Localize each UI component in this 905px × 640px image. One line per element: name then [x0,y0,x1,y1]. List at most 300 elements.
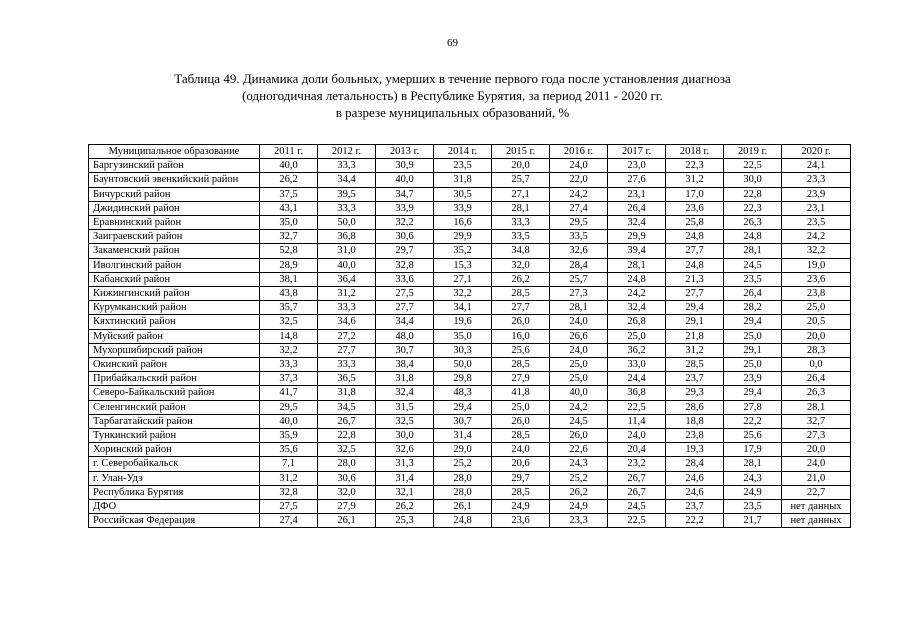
value-cell: 23,6 [492,514,550,528]
value-cell: 30,9 [376,159,434,173]
value-cell: 25,2 [434,457,492,471]
value-cell: 41,8 [492,386,550,400]
value-cell: 21,8 [666,329,724,343]
value-cell: 27,9 [492,372,550,386]
value-cell: 32,6 [376,443,434,457]
value-cell: 25,7 [550,272,608,286]
value-cell: 31,8 [434,173,492,187]
value-cell: 28,0 [434,471,492,485]
table-row [89,187,851,201]
header-year: 2016 г. [550,145,608,159]
value-cell: 26,1 [318,514,376,528]
value-cell: 33,5 [492,230,550,244]
value-cell: 14,8 [260,329,318,343]
value-cell: 26,2 [550,485,608,499]
value-cell: 28,4 [666,457,724,471]
value-cell: 23,3 [782,173,851,187]
value-cell: 22,5 [724,159,782,173]
municipality-name: Хоринский район [89,443,260,457]
value-cell: 32,2 [376,216,434,230]
value-cell: 33,3 [318,159,376,173]
value-cell: 24,6 [666,471,724,485]
value-cell: 32,2 [260,343,318,357]
value-cell: 27,7 [318,343,376,357]
table-title-line-1: Таблица 49. Динамика доли больных, умерших в течение первого года после установления диагноза [174,71,731,86]
table-row [89,414,851,428]
value-cell: 23,5 [782,216,851,230]
value-cell: 27,3 [550,287,608,301]
value-cell: нет данных [782,514,851,528]
value-cell: 24,2 [550,187,608,201]
value-cell: 35,2 [434,244,492,258]
value-cell: 33,3 [318,201,376,215]
value-cell: 22,3 [666,159,724,173]
value-cell: 26,0 [492,414,550,428]
value-cell: 28,5 [492,358,550,372]
value-cell: 30,6 [318,471,376,485]
value-cell: 24,5 [550,414,608,428]
value-cell: 19,0 [782,258,851,272]
value-cell: 29,3 [666,386,724,400]
value-cell: 33,3 [492,216,550,230]
table-title-line-2: (одногодичная летальность) в Республике Бурятия, за период 2011 - 2020 гг. [242,88,663,103]
value-cell: 29,1 [724,343,782,357]
header-year: 2020 г. [782,145,851,159]
value-cell: 23,6 [666,201,724,215]
value-cell: 25,8 [666,216,724,230]
value-cell: 26,0 [492,315,550,329]
value-cell: 33,9 [434,201,492,215]
value-cell: 27,4 [260,514,318,528]
value-cell: 40,0 [260,159,318,173]
municipality-name: г. Северобайкальск [89,457,260,471]
header-year: 2019 г. [724,145,782,159]
value-cell: 24,0 [782,457,851,471]
value-cell: 40,0 [318,258,376,272]
value-cell: 24,6 [666,485,724,499]
value-cell: 40,0 [376,173,434,187]
value-cell: 27,1 [434,272,492,286]
value-cell: 40,0 [260,414,318,428]
value-cell: 24,5 [724,258,782,272]
value-cell: 24,3 [550,457,608,471]
header-year: 2017 г. [608,145,666,159]
value-cell: 29,5 [260,400,318,414]
value-cell: 27,3 [782,429,851,443]
value-cell: 26,7 [608,471,666,485]
value-cell: 30,6 [376,230,434,244]
value-cell: 28,1 [550,301,608,315]
table-row [89,386,851,400]
value-cell: 20,0 [492,159,550,173]
value-cell: 22,2 [666,514,724,528]
value-cell: 20,6 [492,457,550,471]
value-cell: 30,5 [434,187,492,201]
municipality-name: Баунтовский эвенкийский район [89,173,260,187]
value-cell: 30,3 [434,343,492,357]
municipality-name: Заиграевский район [89,230,260,244]
value-cell: 34,4 [376,315,434,329]
value-cell: 27,2 [318,329,376,343]
value-cell: нет данных [782,500,851,514]
table-row [89,485,851,499]
table-row [89,159,851,173]
value-cell: 28,1 [782,400,851,414]
value-cell: 36,4 [318,272,376,286]
municipality-name: Кабанский район [89,272,260,286]
value-cell: 25,0 [724,329,782,343]
municipality-name: Муйский район [89,329,260,343]
value-cell: 52,8 [260,244,318,258]
value-cell: 24,0 [550,343,608,357]
value-cell: 50,0 [318,216,376,230]
value-cell: 25,7 [492,173,550,187]
value-cell: 30,0 [724,173,782,187]
value-cell: 26,8 [608,315,666,329]
value-cell: 29,1 [666,315,724,329]
value-cell: 32,6 [550,244,608,258]
value-cell: 26,7 [608,485,666,499]
value-cell: 36,5 [318,372,376,386]
value-cell: 24,0 [550,315,608,329]
value-cell: 27,4 [550,201,608,215]
table-row [89,272,851,286]
municipality-name: Северо-Байкальский район [89,386,260,400]
header-year: 2015 г. [492,145,550,159]
value-cell: 20,5 [782,315,851,329]
value-cell: 32,4 [608,301,666,315]
value-cell: 29,4 [724,315,782,329]
value-cell: 24,4 [608,372,666,386]
value-cell: 21,0 [782,471,851,485]
value-cell: 33,9 [376,201,434,215]
value-cell: 11,4 [608,414,666,428]
value-cell: 23,9 [724,372,782,386]
value-cell: 37,3 [260,372,318,386]
value-cell: 26,2 [376,500,434,514]
value-cell: 31,2 [666,173,724,187]
value-cell: 29,5 [550,216,608,230]
municipality-name: Тункинский район [89,429,260,443]
value-cell: 32,4 [376,386,434,400]
mortality-table [88,144,851,528]
value-cell: 16,6 [434,216,492,230]
table-row [89,173,851,187]
value-cell: 35,6 [260,443,318,457]
value-cell: 0,0 [782,358,851,372]
value-cell: 20,0 [782,329,851,343]
value-cell: 24,0 [550,159,608,173]
value-cell: 29,9 [608,230,666,244]
value-cell: 24,0 [492,443,550,457]
municipality-name: Кижингинский район [89,287,260,301]
value-cell: 23,5 [724,272,782,286]
value-cell: 26,1 [434,500,492,514]
value-cell: 25,6 [724,429,782,443]
header-year: 2014 г. [434,145,492,159]
value-cell: 30,7 [376,343,434,357]
value-cell: 31,2 [318,287,376,301]
value-cell: 31,2 [666,343,724,357]
value-cell: 34,8 [492,244,550,258]
value-cell: 32,7 [782,414,851,428]
value-cell: 19,3 [666,443,724,457]
value-cell: 27,5 [260,500,318,514]
municipality-name: Бичурский район [89,187,260,201]
value-cell: 31,8 [376,372,434,386]
value-cell: 43,8 [260,287,318,301]
value-cell: 17,0 [666,187,724,201]
value-cell: 26,3 [724,216,782,230]
value-cell: 36,8 [318,230,376,244]
value-cell: 28,3 [782,343,851,357]
value-cell: 28,6 [666,400,724,414]
table-row [89,216,851,230]
value-cell: 26,3 [782,386,851,400]
table-row [89,443,851,457]
value-cell: 34,1 [434,301,492,315]
value-cell: 34,7 [376,187,434,201]
value-cell: 21,7 [724,514,782,528]
value-cell: 48,0 [376,329,434,343]
value-cell: 22,3 [724,201,782,215]
value-cell: 24,3 [724,471,782,485]
value-cell: 16,0 [492,329,550,343]
value-cell: 25,6 [492,343,550,357]
value-cell: 33,3 [260,358,318,372]
value-cell: 27,8 [724,400,782,414]
value-cell: 33,3 [318,358,376,372]
value-cell: 25,0 [492,400,550,414]
value-cell: 25,0 [608,329,666,343]
municipality-name: Баргузинский район [89,159,260,173]
table-row [89,343,851,357]
value-cell: 27,9 [318,500,376,514]
table-row [89,358,851,372]
value-cell: 31,0 [318,244,376,258]
value-cell: 33,0 [608,358,666,372]
municipality-name: Закаменский район [89,244,260,258]
table-row [89,471,851,485]
municipality-name: г. Улан-Удэ [89,471,260,485]
municipality-name: Мухоршибирский район [89,343,260,357]
value-cell: 35,0 [434,329,492,343]
value-cell: 26,0 [550,429,608,443]
table-row [89,287,851,301]
table-row [89,429,851,443]
value-cell: 25,0 [724,358,782,372]
value-cell: 25,0 [550,372,608,386]
value-cell: 32,5 [376,414,434,428]
value-cell: 32,8 [260,485,318,499]
value-cell: 31,4 [376,471,434,485]
value-cell: 24,2 [782,230,851,244]
table-title-line-3: в разрезе муниципальных образований, % [335,105,570,120]
value-cell: 34,5 [318,400,376,414]
municipality-name: Селенгинский район [89,400,260,414]
value-cell: 24,8 [666,230,724,244]
value-cell: 15,3 [434,258,492,272]
value-cell: 25,2 [550,471,608,485]
value-cell: 22,5 [608,514,666,528]
value-cell: 25,3 [376,514,434,528]
municipality-name: Еравнинский район [89,216,260,230]
header-year: 2012 г. [318,145,376,159]
value-cell: 23,7 [666,372,724,386]
table-title [0,70,905,121]
value-cell: 41,7 [260,386,318,400]
value-cell: 32,8 [376,258,434,272]
value-cell: 26,2 [260,173,318,187]
value-cell: 31,4 [434,429,492,443]
value-cell: 32,0 [318,485,376,499]
value-cell: 43,1 [260,201,318,215]
value-cell: 23,6 [782,272,851,286]
value-cell: 33,5 [550,230,608,244]
value-cell: 23,2 [608,457,666,471]
table-row [89,514,851,528]
value-cell: 32,7 [260,230,318,244]
header-year: 2018 г. [666,145,724,159]
value-cell: 24,2 [550,400,608,414]
header-municipality: Муниципальное образование [89,145,260,159]
value-cell: 31,8 [318,386,376,400]
table-row [89,457,851,471]
value-cell: 27,7 [492,301,550,315]
value-cell: 31,2 [260,471,318,485]
value-cell: 24,9 [492,500,550,514]
value-cell: 27,5 [376,287,434,301]
value-cell: 28,1 [724,457,782,471]
value-cell: 24,9 [550,500,608,514]
value-cell: 19,6 [434,315,492,329]
value-cell: 30,7 [434,414,492,428]
table-row [89,315,851,329]
value-cell: 38,4 [376,358,434,372]
value-cell: 22,7 [782,485,851,499]
value-cell: 29,4 [724,386,782,400]
value-cell: 32,5 [260,315,318,329]
municipality-name: Российская Федерация [89,514,260,528]
table-row [89,500,851,514]
municipality-name: Окинский район [89,358,260,372]
value-cell: 28,5 [492,429,550,443]
value-cell: 32,0 [492,258,550,272]
table-row [89,301,851,315]
value-cell: 23,9 [782,187,851,201]
table-header-row [89,145,851,159]
value-cell: 32,2 [782,244,851,258]
table-row [89,244,851,258]
municipality-name: Джидинский район [89,201,260,215]
value-cell: 48,3 [434,386,492,400]
value-cell: 22,8 [724,187,782,201]
value-cell: 22,6 [550,443,608,457]
value-cell: 27,6 [608,173,666,187]
value-cell: 23,5 [434,159,492,173]
value-cell: 33,3 [318,301,376,315]
value-cell: 35,9 [260,429,318,443]
header-year: 2011 г. [260,145,318,159]
value-cell: 24,8 [666,258,724,272]
value-cell: 32,1 [376,485,434,499]
value-cell: 28,4 [550,258,608,272]
value-cell: 34,4 [318,173,376,187]
value-cell: 22,8 [318,429,376,443]
value-cell: 23,5 [724,500,782,514]
value-cell: 34,6 [318,315,376,329]
value-cell: 36,8 [608,386,666,400]
value-cell: 37,5 [260,187,318,201]
table-row [89,372,851,386]
value-cell: 28,9 [260,258,318,272]
value-cell: 22,5 [608,400,666,414]
value-cell: 50,0 [434,358,492,372]
value-cell: 35,0 [260,216,318,230]
value-cell: 23,1 [608,187,666,201]
table-row [89,230,851,244]
header-year: 2013 г. [376,145,434,159]
value-cell: 30,0 [376,429,434,443]
value-cell: 29,0 [434,443,492,457]
municipality-name: Кяхтинский район [89,315,260,329]
value-cell: 24,8 [724,230,782,244]
value-cell: 29,7 [492,471,550,485]
value-cell: 32,2 [434,287,492,301]
table-body [89,159,851,528]
value-cell: 26,4 [608,201,666,215]
value-cell: 25,0 [782,301,851,315]
value-cell: 23,8 [782,287,851,301]
municipality-name: Тарбагатайский район [89,414,260,428]
municipality-name: Прибайкальский район [89,372,260,386]
value-cell: 23,0 [608,159,666,173]
page-number: 69 [447,37,458,49]
value-cell: 33,6 [376,272,434,286]
value-cell: 28,5 [492,287,550,301]
value-cell: 25,0 [550,358,608,372]
value-cell: 24,1 [782,159,851,173]
value-cell: 7,1 [260,457,318,471]
value-cell: 31,5 [376,400,434,414]
value-cell: 29,4 [434,400,492,414]
value-cell: 29,4 [666,301,724,315]
value-cell: 20,4 [608,443,666,457]
value-cell: 24,5 [608,500,666,514]
municipality-name: Республика Бурятия [89,485,260,499]
table-row [89,329,851,343]
value-cell: 26,2 [492,272,550,286]
value-cell: 35,7 [260,301,318,315]
value-cell: 32,4 [608,216,666,230]
value-cell: 39,5 [318,187,376,201]
value-cell: 24,0 [608,429,666,443]
value-cell: 28,1 [492,201,550,215]
value-cell: 28,5 [492,485,550,499]
value-cell: 21,3 [666,272,724,286]
municipality-name: Курумканский район [89,301,260,315]
value-cell: 23,8 [666,429,724,443]
value-cell: 22,0 [550,173,608,187]
value-cell: 26,7 [318,414,376,428]
value-cell: 28,0 [434,485,492,499]
value-cell: 18,8 [666,414,724,428]
value-cell: 23,1 [782,201,851,215]
value-cell: 27,1 [492,187,550,201]
value-cell: 24,2 [608,287,666,301]
value-cell: 17,9 [724,443,782,457]
value-cell: 26,6 [550,329,608,343]
